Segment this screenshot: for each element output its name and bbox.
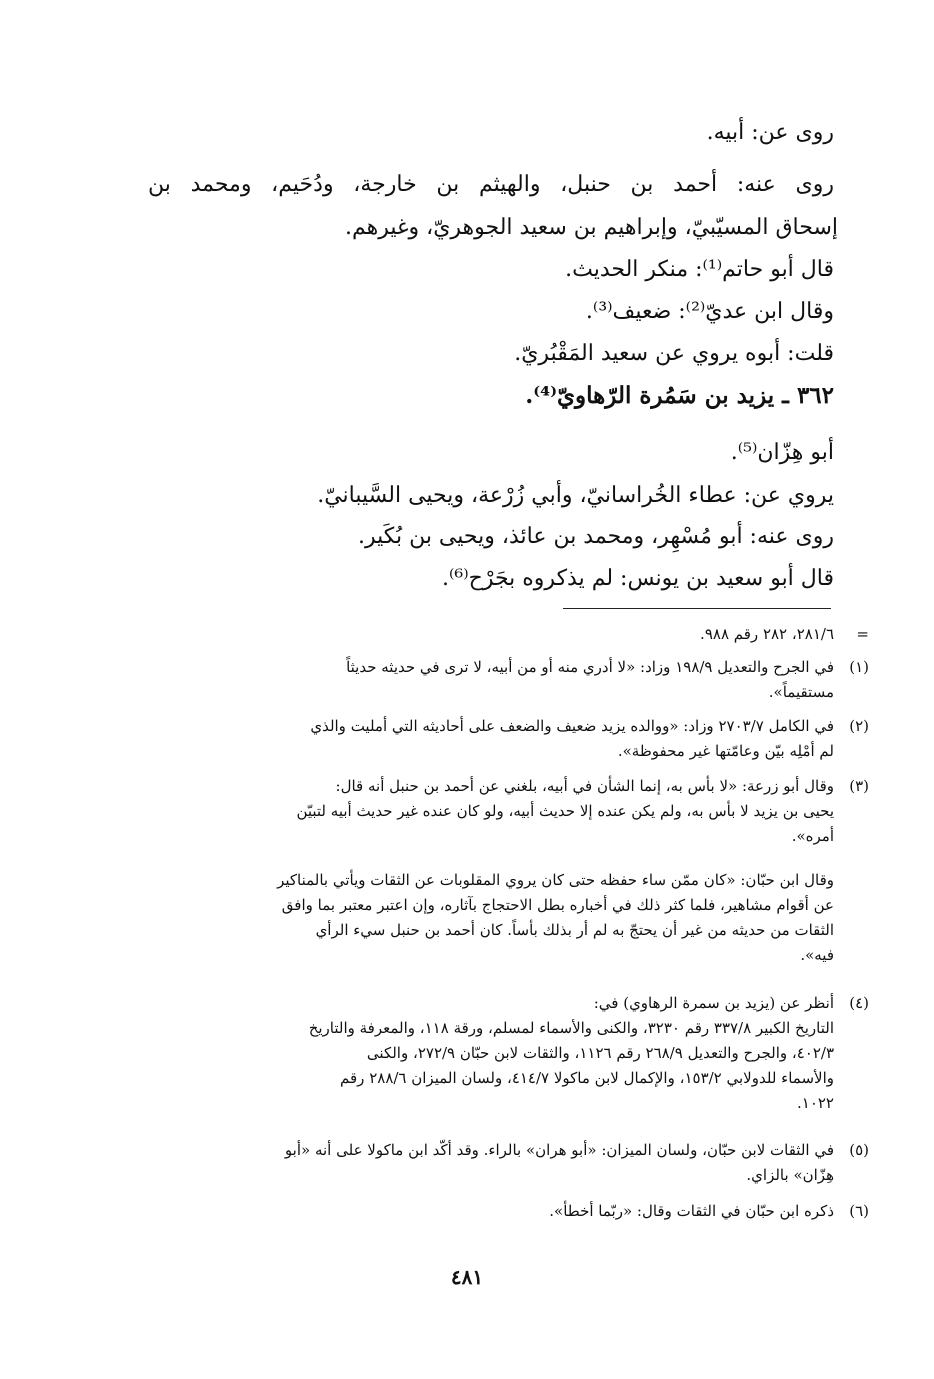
footnote-3-continued [95, 868, 834, 968]
footnote-line: وقال أبو زرعة: «لا بأس به، إنما الشأن في أبيه، بلغني عن أحمد بن حنبل أنه قال: [335, 777, 834, 795]
footnote-line: ٢٨١/٦، ٢٨٢ رقم ٩٨٨. [700, 625, 834, 643]
footnote-line: في الكامل ٢٧٠٣/٧ وزاد: «ووالده يزيد ضعيف والضعف على أحاديثه التي أمليت والذي [310, 717, 834, 735]
footnote-3 [95, 774, 869, 849]
footnote-1 [95, 655, 869, 705]
text-line: قلت: أبوه يروي عن سعيد المَقْبُريّ. [514, 341, 834, 366]
page-number: ٤٨١ [450, 1265, 484, 1289]
footnote-separator [563, 608, 831, 609]
text-line: روى عن: أبيه. [706, 120, 834, 145]
footnote-line: ١٠٢٢. [796, 1094, 834, 1112]
footnote-6 [95, 1199, 869, 1224]
footnote-number: (٤) [849, 994, 869, 1012]
footnote-number: (٢) [849, 717, 869, 735]
footnote-line: هِزّان» بالزاي. [746, 1166, 834, 1184]
footnote-4 [95, 991, 869, 1116]
footnote-5 [95, 1138, 869, 1188]
footnote-line: عن أقوام مشاهير، فلما كثر ذلك في أخباره بطل الاحتجاج بآثاره، وإن اعتبر معتبر بما وافق [281, 896, 834, 914]
text-line: وقال ابن عديّ⁽²⁾: ضعيف⁽³⁾. [585, 299, 834, 324]
footnote-line: ٤٠٢/٣، والجرح والتعديل ٢٦٨/٩ رقم ١١٢٦، والثقات لابن حبّان ٢٧٢/٩، والكنى [366, 1044, 834, 1062]
footnote-line: الثقات من حديثه من غير أن يحتجّ به لم أر بذلك بأساً. كان أحمد بن حنبل سيء الرأي [315, 921, 834, 939]
text-line: روى عنه: أحمد بن حنبل، والهيثم بن خارجة، ودُحَيم، ومحمد بن [148, 172, 834, 197]
footnote-2 [95, 714, 869, 764]
footnote-line: في الجرح والتعديل ١٩٨/٩ وزاد: «لا أدري منه أو من أبيه، لا ترى في حديثه حديثاً [346, 658, 834, 676]
text-line: إسحاق المسيّبيّ، وإبراهيم بن سعيد الجوهريّ، وغيرهم. [344, 215, 838, 240]
footnote-line: أنظر عن (يزيد بن سمرة الرهاوي) في: [593, 994, 834, 1012]
footnote-number: (٦) [849, 1202, 869, 1220]
text-line: يروي عن: عطاء الخُراسانيّ، وأبي زُرْعة، ويحيى السَّيبانيّ. [317, 483, 834, 508]
footnote-line: لم أمْلِه بيّن وعامّتها غير محفوظة». [617, 742, 834, 760]
footnote-line: في الثقات لابن حبّان، ولسان الميزان: «أبو هران» بالراء. وقد أكّد ابن ماكولا على أنه «أبو [284, 1141, 834, 1159]
footnote-number: = [856, 625, 869, 643]
text-line: روى عنه: أبو مُسْهِر، ومحمد بن عائذ، ويحيى بن بُكَير. [358, 524, 834, 549]
footnote-number: (٥) [849, 1141, 869, 1159]
footnote-line: وقال ابن حبّان: «كان ممّن ساء حفظه حتى كان يروي المقلوبات عن الثقات ويأتي بالمناكير [277, 871, 834, 889]
text-line: أبو هِزّان⁽⁵⁾. [730, 440, 834, 465]
footnote-number: (٣) [849, 777, 869, 795]
footnote-line: يحيى بن يزيد لا بأس به، ولم يكن عنده إلا حديث أبيه، ولو كان عنده غير حديث أبيه لتبيّن [296, 802, 834, 820]
text-line: قال أبو سعيد بن يونس: لم يذكروه بجَرْح⁽⁶⁾. [441, 566, 834, 591]
footnote-line: مستقيماً». [768, 683, 834, 701]
footnote-line: التاريخ الكبير ٣٣٧/٨ رقم ٣٢٣٠، والكنى والأسماء لمسلم، ورقة ١١٨، والمعرفة والتاريخ [308, 1019, 834, 1037]
footnote-line: والأسماء للدولابي ١٥٣/٢، والإكمال لابن ماكولا ٤١٤/٧، ولسان الميزان ٢٨٨/٦ رقم [340, 1069, 834, 1087]
entry-heading: ٣٦٢ ـ يزيد بن سَمُرة الرّهاويّ⁽⁴⁾. [525, 382, 834, 409]
footnote-line: فيه». [800, 946, 834, 964]
text-line: قال أبو حاتم⁽¹⁾: منكر الحديث. [565, 257, 834, 282]
footnote-line: أمره». [791, 827, 834, 845]
footnote-continuation [95, 622, 869, 647]
footnote-line: ذكره ابن حبّان في الثقات وقال: «ربّما أخطأ». [549, 1202, 834, 1220]
footnote-number: (١) [849, 658, 869, 676]
